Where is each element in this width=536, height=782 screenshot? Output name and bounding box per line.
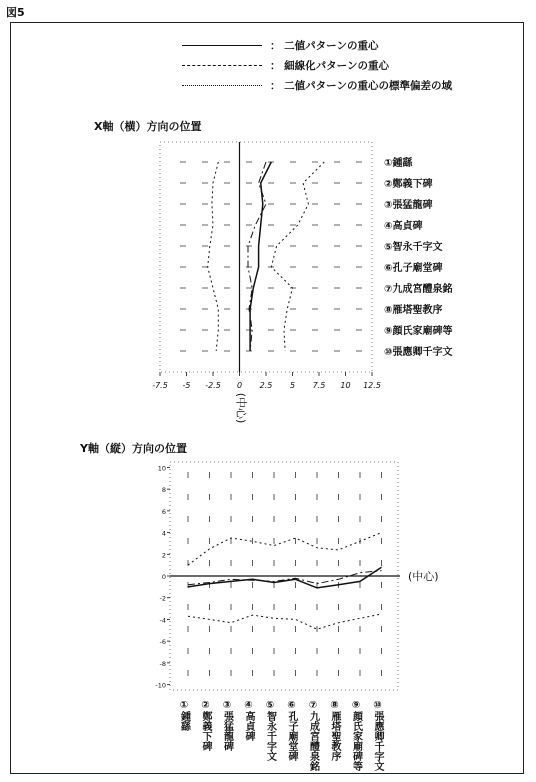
category-label-x: ①鍾繇 (384, 158, 413, 169)
x-tick-label: 7.5 (312, 381, 326, 390)
category-label-x: ②鄭義下碑 (384, 179, 433, 190)
center-label-x: (中心) (234, 392, 248, 424)
category-label-x: ⑦九成宮醴泉銘 (384, 284, 453, 295)
y-tick-label: -2 (159, 594, 166, 603)
series-line-x-dotted (271, 162, 324, 351)
category-label-y: ⑦九成宮醴泉銘 (307, 700, 319, 771)
category-label-y: ③張猛龍碑 (221, 700, 233, 751)
y-tick-label: -4 (159, 616, 166, 625)
series-line-y-dotted (188, 614, 382, 629)
y-tick-label: 0 (161, 573, 166, 581)
y-tick-label: 2 (161, 551, 166, 560)
x-tick-label: 12.5 (363, 381, 381, 390)
y-tick-label: -6 (159, 638, 166, 647)
y-tick-label: 6 (161, 507, 166, 516)
category-label-x: ⑧雁塔聖教序 (384, 305, 443, 316)
category-label-x: ⑥孔子廟堂碑 (384, 263, 443, 274)
category-label-y: ④高貞碑 (243, 700, 254, 741)
series-line-x-dotted (208, 162, 219, 351)
category-label-x: ⑨顔氏家廟碑等 (384, 326, 453, 337)
legend-label: 二値パターンの重心 (284, 40, 379, 52)
y-tick-label: -8 (159, 659, 166, 668)
series-line-x-dashdot (248, 162, 266, 351)
y-tick-label: 10 (157, 464, 166, 473)
category-label-y: ⑨顔氏家廟碑等 (350, 700, 362, 771)
y-tick-label: 4 (161, 529, 166, 538)
x-tick-label: 2.5 (259, 381, 273, 390)
category-label-x: ⑩張應卿千字文 (384, 347, 453, 358)
x-tick-label: 10 (340, 381, 351, 390)
center-label-y: (中心) (408, 570, 439, 583)
legend-marker: ： (270, 80, 281, 92)
legend-marker: ： (270, 40, 281, 52)
legend-label: 二値パターンの重心の標準偏差の域 (284, 80, 452, 92)
x-tick-label: 5 (289, 381, 296, 390)
legend-marker: ： (270, 60, 281, 72)
x-tick-label: -7.5 (152, 381, 168, 390)
y-tick-label: 8 (161, 486, 166, 495)
chart-title-y: Y軸（縦）方向の位置 (80, 442, 187, 455)
legend-label: 細線化パターンの重心 (284, 60, 389, 72)
series-line-x-solid (250, 162, 271, 351)
plot-area-x (160, 142, 372, 372)
x-tick-label: 0 (236, 381, 243, 390)
category-label-y: ②鄭義下碑 (200, 700, 211, 751)
series-line-y-solid (188, 567, 382, 588)
category-label-x: ③張猛龍碑 (384, 200, 433, 211)
category-label-y: ⑥孔子廟堂碑 (286, 700, 297, 761)
y-tick-label: -10 (155, 681, 166, 690)
series-line-y-dotted (188, 533, 382, 566)
chart-title-x: X軸（横）方向の位置 (94, 120, 202, 133)
figure-label: 図5 (6, 6, 25, 19)
category-label-y: ⑩張應卿千字文 (372, 700, 383, 771)
category-label-y: ⑤智永千字文 (264, 700, 276, 761)
category-label-x: ⑤智永千字文 (384, 242, 443, 253)
x-tick-label: -5 (182, 381, 191, 390)
category-label-y: ①鍾繇 (178, 700, 190, 731)
category-label-y: ⑧雁塔聖教序 (329, 700, 340, 761)
category-label-x: ④高貞碑 (384, 221, 423, 232)
x-tick-label: -2.5 (205, 381, 221, 390)
